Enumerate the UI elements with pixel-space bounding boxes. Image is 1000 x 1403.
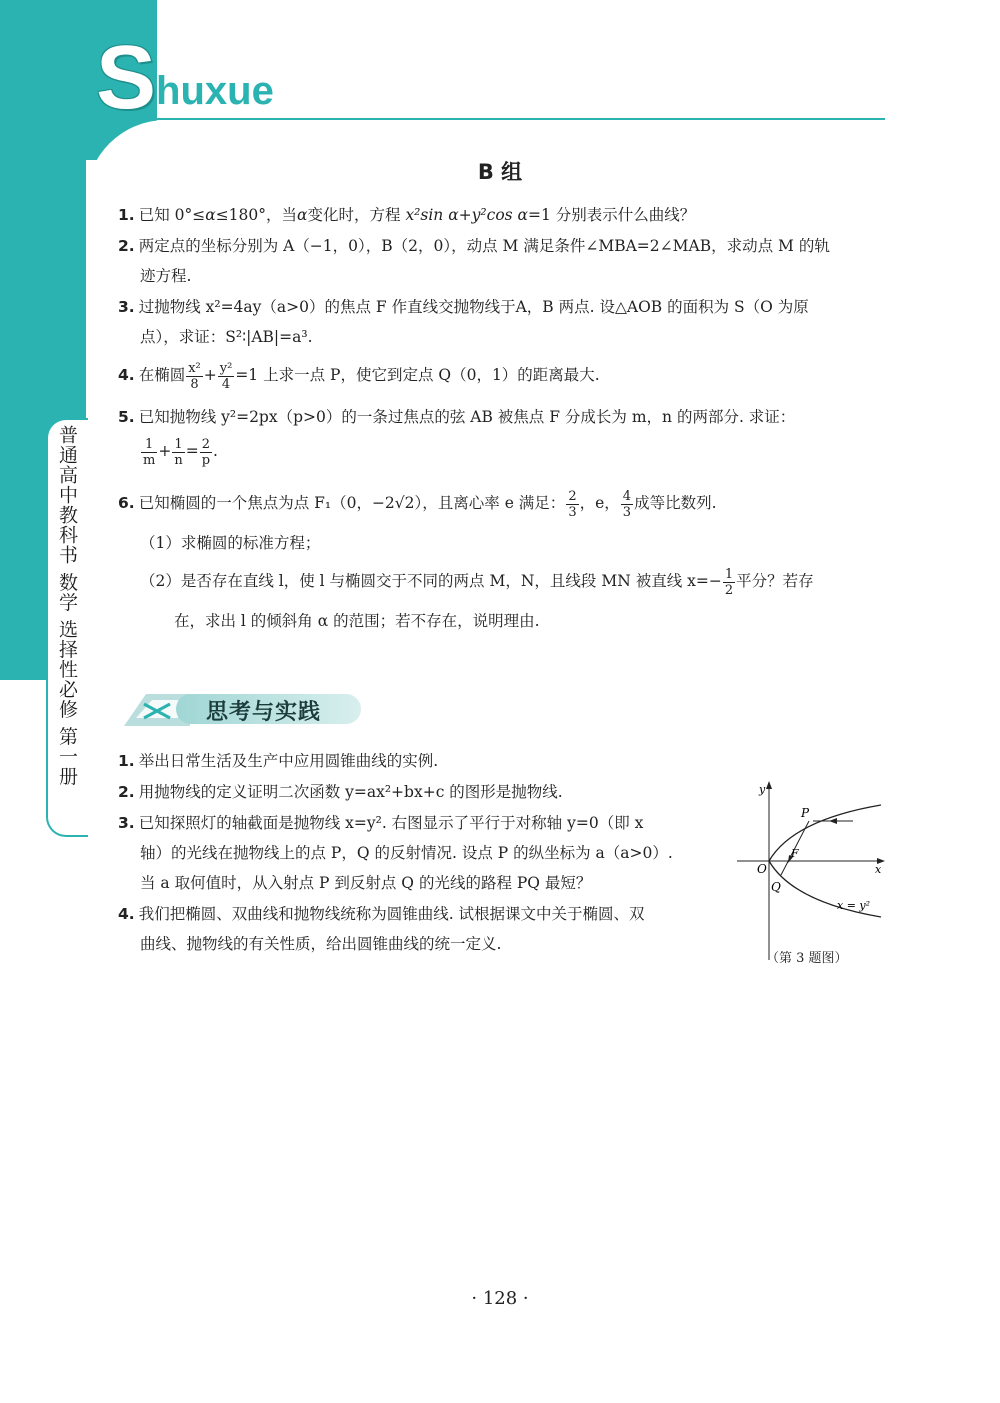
fraction: [218, 361, 235, 392]
problem-text: 成等比数列.: [634, 494, 717, 512]
numerator: 2: [200, 437, 212, 453]
fraction: [172, 437, 184, 468]
problem-text: 在椭圆: [138, 366, 186, 384]
fraction: [200, 437, 212, 468]
practice-text: 曲线、抛物线的有关性质，给出圆锥曲线的统一定义.: [140, 935, 502, 953]
problem-number: 6.: [118, 494, 135, 512]
label-p: P: [801, 806, 810, 820]
numerator: 2: [568, 488, 577, 504]
numerator: x²: [188, 360, 201, 376]
fraction: [566, 489, 578, 520]
problem-text: =1 分别表示什么曲线？: [528, 206, 696, 224]
problem-text: 过抛物线 x²=4ay（a>0）的焦点 F 作直线交抛物线于A，B 两点. 设△AOB 的面积为 S（O 为原: [138, 298, 809, 316]
figure-caption: （第 3 题图）: [766, 951, 848, 966]
problem-number: 3.: [118, 814, 135, 832]
denominator: p: [201, 452, 211, 468]
problem-1: [118, 200, 888, 230]
operator: +: [203, 366, 217, 384]
brand-logo: [96, 28, 274, 128]
problem-number: 5.: [118, 408, 135, 426]
problem-text: 变化时，方程: [307, 206, 401, 224]
practice-title: 思考与实践: [206, 700, 322, 725]
ray-arrow-icon: [829, 818, 837, 824]
practice-text: 用抛物线的定义证明二次函数 y=ax²+bx+c 的图形是抛物线.: [138, 783, 563, 801]
practice-text: 举出日常生活及生产中应用圆锥曲线的实例.: [138, 752, 439, 770]
practice-text: 轴）的光线在抛物线上的点 P，Q 的反射情况. 设点 P 的纵坐标为 a（a>0）.: [140, 844, 673, 862]
practice-item-1: [118, 746, 718, 776]
sub-item-2: [140, 566, 888, 598]
problem-text: 迹方程.: [140, 267, 192, 285]
numerator: y²: [219, 360, 233, 376]
sub-text: （2）是否存在直线 l，使 l 与椭圆交于不同的两点 M，N，且线段 MN 被直线 x=−: [140, 572, 722, 590]
problem-6: [118, 488, 888, 520]
label-y: y: [759, 783, 766, 796]
problem-number: 3.: [118, 298, 135, 316]
problem-number: 2.: [118, 237, 135, 255]
problem-text: 已知抛物线 y²=2px（p>0）的一条过焦点的弦 AB 被焦点 F 分成长为 m，n 的两部分. 求证：: [138, 408, 796, 426]
problem-number: 1.: [118, 206, 135, 224]
problem-3: [118, 292, 888, 352]
denominator: 2: [724, 582, 734, 598]
fraction: [723, 567, 735, 598]
brand-initial: S: [96, 28, 157, 128]
proof-equation: [118, 432, 888, 468]
label-x: x: [875, 863, 882, 876]
practice-item-3: [118, 808, 718, 898]
problem-text: ≤180°，当: [215, 206, 298, 224]
problem-text: 已知椭圆的一个焦点为点 F₁（0，−2√2），且离心率 e 满足：: [138, 494, 566, 512]
curve-equation: x = y²: [837, 899, 871, 912]
problem-number: 1.: [118, 752, 135, 770]
problem-text: 两定点的坐标分别为 A（−1，0），B（2，0），动点 M 满足条件∠MBA=2∠MAB，求动点 M 的轨: [138, 237, 830, 255]
denominator: 3: [568, 504, 577, 520]
problem-text: .: [213, 442, 218, 460]
problem-text: =1 上求一点 P，使它到定点 Q（0，1）的距离最大.: [235, 366, 600, 384]
numerator: 4: [622, 488, 632, 504]
page-number: · 128 ·: [471, 1288, 529, 1309]
practice-item-4: [118, 899, 718, 959]
numerator: 1: [172, 437, 184, 453]
y-axis-arrow-icon: [766, 781, 772, 789]
section-title: B 组: [477, 160, 523, 184]
denominator: n: [174, 452, 183, 468]
var-alpha: α: [205, 206, 216, 224]
problem-number: 4.: [118, 366, 135, 384]
sub-item-1: （1）求椭圆的标准方程；: [140, 534, 321, 552]
denominator: 8: [190, 376, 199, 392]
problem-number: 4.: [118, 905, 135, 923]
var-alpha: α: [297, 206, 308, 224]
denominator: 3: [622, 504, 632, 520]
problem-4: [118, 360, 888, 392]
side-label-text: 普通高中教科书 数学 选择性必修 第一册: [56, 425, 78, 787]
numerator: 1: [724, 566, 734, 582]
equation: x²sin α+y²cos α: [405, 206, 528, 224]
problem-number: 2.: [118, 783, 135, 801]
problem-text: 已知 0°≤: [138, 206, 206, 224]
practice-item-2: [118, 777, 718, 807]
label-origin: O: [757, 862, 767, 876]
operator: +: [158, 442, 172, 460]
label-q: Q: [771, 880, 781, 894]
practice-text: 当 a 取何值时，从入射点 P 到反射点 Q 的光线的路程 PQ 最短？: [140, 874, 592, 892]
sub-item-2-cont: 在，求出 l 的倾斜角 α 的范围；若不存在，说明理由.: [174, 612, 540, 630]
practice-text: 我们把椭圆、双曲线和抛物线统称为圆锥曲线. 试根据课文中关于椭圆、双: [138, 905, 645, 923]
parabola-figure: [733, 775, 893, 965]
fraction: [621, 489, 633, 520]
sub-text: 平分？若存: [736, 572, 814, 590]
practice-header: [116, 688, 366, 732]
numerator: 1: [141, 437, 157, 453]
problem-text: ，e，: [579, 494, 620, 512]
fraction: [141, 437, 157, 468]
problem-text: 点），求证：S²∶|AB|=a³.: [140, 328, 313, 346]
brand-rest: huxue: [156, 69, 274, 113]
fraction: [186, 361, 203, 392]
header-rule: [140, 118, 885, 120]
denominator: m: [143, 452, 156, 468]
problem-2: [118, 231, 888, 291]
practice-text: 已知探照灯的轴截面是抛物线 x=y². 右图显示了平行于对称轴 y=0（即 x: [138, 814, 644, 832]
label-f: F: [791, 847, 799, 860]
problem-5: [118, 402, 888, 468]
denominator: 4: [221, 376, 231, 392]
operator: =: [185, 442, 199, 460]
